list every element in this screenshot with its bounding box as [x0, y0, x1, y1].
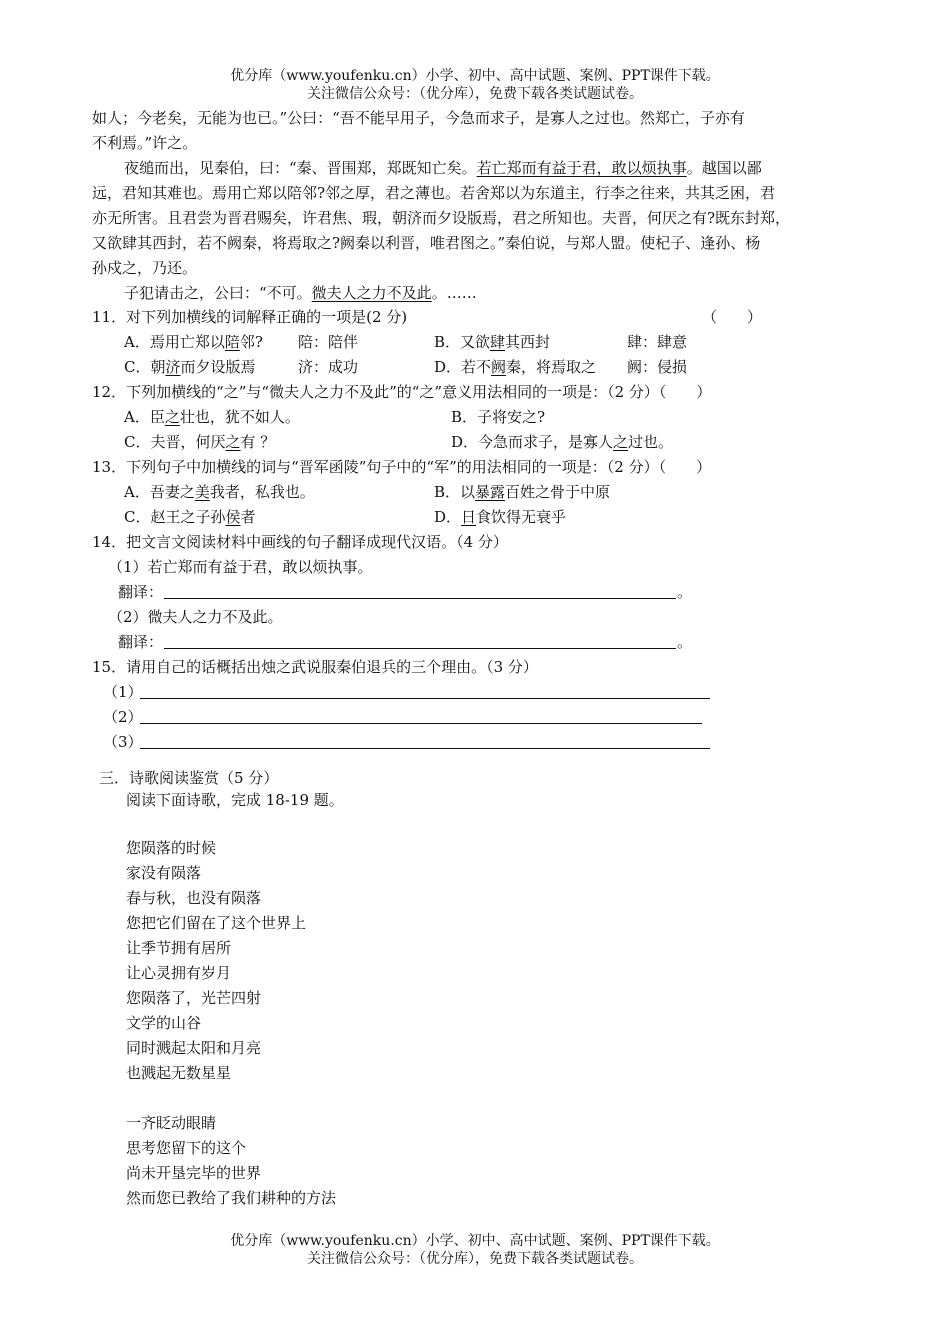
page-footer-line1: 优分库（www.youfenku.cn）小学、初中、高中试题、案例、PPT课件下载。 [230, 1233, 720, 1249]
question-12-stem: 12．下列加横线的“之”与“微夫人之力不及此”的“之”意义用法相同的一项是：（2 分）（ ） [92, 383, 712, 401]
poem-line: 春与秋，也没有陨落 [126, 889, 262, 907]
option-d: D．今急而求子，是寡人之过也。 [451, 433, 674, 451]
poem-line: 让季节拥有居所 [126, 939, 232, 957]
poem-line: 您把它们留在了这个世界上 [126, 914, 307, 932]
question-11-stem: 11．对下列加横线的词解释正确的一项是(2 分) [92, 308, 408, 326]
passage-line: 夜缒而出，见秦伯，曰：“秦、晋围郑，郑既知亡矣。若亡郑而有益于君，敢以烦执事。越国以鄙 [124, 159, 762, 177]
translation-label: 翻译： [118, 583, 164, 601]
poem-line: 思考您留下的这个 [126, 1139, 247, 1157]
option-a: A．臣之壮也，犹不如人。 [124, 408, 300, 426]
underlined-sentence-2: 微夫人之力不及此 [311, 284, 432, 302]
passage-line: 如人；今老矣，无能为也已。”公曰：“吾不能早用子，今急而求子，是寡人之过也。然郑亡，子亦有 [92, 109, 745, 127]
answer-line[interactable] [140, 748, 710, 749]
option-c: C．夫晋，何厌之有 ？ [124, 433, 276, 451]
answer-line[interactable] [164, 598, 676, 599]
option-d-gloss: 阙：侵损 [627, 358, 688, 376]
poem-line: 也溅起无数星星 [126, 1064, 232, 1082]
question-15-stem: 15．请用自己的话概括出烛之武说服秦伯退兵的三个理由。（3 分） [92, 658, 538, 676]
poem-line: 您陨落的时候 [126, 839, 217, 857]
period: 。 [677, 583, 693, 601]
passage-line: 又欲肆其西封，若不阙秦，将焉取之?阙秦以利晋，唯君图之。”秦伯说，与郑人盟。使杞子、逢孙、杨 [92, 234, 761, 252]
answer-number: （2） [103, 708, 143, 726]
page-header-line2: 关注微信公众号：（优分库），免费下载各类试题试卷。 [307, 86, 643, 102]
option-b: B．以暴露百姓之骨于中原 [434, 483, 611, 501]
poem-line: 文学的山谷 [126, 1014, 202, 1032]
poem-line: 让心灵拥有岁月 [126, 964, 232, 982]
option-b: B．子将安之? [451, 408, 546, 426]
poem-line: 家没有陨落 [126, 864, 202, 882]
poem-line: 同时溅起太阳和月亮 [126, 1039, 262, 1057]
passage-line: 远，君知其难也。焉用亡郑以陪邻?邻之厚，君之薄也。若舍郑以为东道主，行李之往来，共其乏困，君 [92, 184, 776, 202]
option-b-gloss: 肆：肆意 [627, 333, 688, 351]
passage-line: 子犯请击之，公曰：“不可。微夫人之力不及此。…… [124, 284, 477, 302]
section-instruction: 阅读下面诗歌，完成 18-19 题。 [126, 791, 344, 809]
page-footer-line2: 关注微信公众号：（优分库），免费下载各类试题试卷。 [307, 1251, 643, 1267]
translation-source-1: （1）若亡郑而有益于君，敢以烦执事。 [108, 558, 373, 576]
period: 。 [677, 633, 693, 651]
passage-line: 不利焉。”许之。 [92, 134, 198, 152]
option-c: C．赵王之子孙侯者 [124, 508, 256, 526]
option-d: D．若不阙秦，将焉取之 [434, 358, 597, 376]
answer-line[interactable] [140, 698, 710, 699]
page-header-line1: 优分库（www.youfenku.cn）小学、初中、高中试题、案例、PPT课件下载。 [230, 68, 720, 84]
option-b: B．又欲肆其西封 [434, 333, 551, 351]
passage-line: 孙戍之，乃还。 [92, 259, 198, 277]
option-a: A．吾妻之美我者，私我也。 [124, 483, 315, 501]
option-d: D．日食饮得无衰乎 [434, 508, 567, 526]
option-c-gloss: 济：成功 [298, 358, 359, 376]
option-c: C．朝济而夕设版焉 [124, 358, 256, 376]
answer-number: （3） [103, 733, 143, 751]
question-14-stem: 14．把文言文阅读材料中画线的句子翻译成现代汉语。（4 分） [92, 533, 508, 551]
question-13-stem: 13．下列句子中加横线的词与“晋军函陵”句子中的“军”的用法相同的一项是：（2 分）（ ） [92, 458, 712, 476]
poem-line: 然而您已教给了我们耕种的方法 [126, 1189, 337, 1207]
poem-line: 尚未开垦完毕的世界 [126, 1164, 262, 1182]
translation-source-2: （2）微夫人之力不及此。 [108, 608, 283, 626]
section-title: 三．诗歌阅读鉴赏（5 分） [99, 769, 279, 787]
answer-paren: （ ） [702, 308, 763, 326]
answer-line[interactable] [140, 723, 702, 724]
answer-number: （1） [103, 683, 143, 701]
answer-line[interactable] [164, 648, 676, 649]
option-a: A．焉用亡郑以陪邻? [124, 333, 263, 351]
translation-label: 翻译： [118, 633, 164, 651]
poem-line: 一齐眨动眼睛 [126, 1114, 217, 1132]
option-a-gloss: 陪：陪伴 [298, 333, 359, 351]
poem-line: 您陨落了，光芒四射 [126, 989, 262, 1007]
passage-line: 亦无所害。且君尝为晋君赐矣，许君焦、瑕，朝济而夕设版焉，君之所知也。夫晋，何厌之有?既东封郑， [92, 209, 791, 227]
underlined-sentence-1: 若亡郑而有益于君，敢以烦执事 [476, 159, 687, 177]
